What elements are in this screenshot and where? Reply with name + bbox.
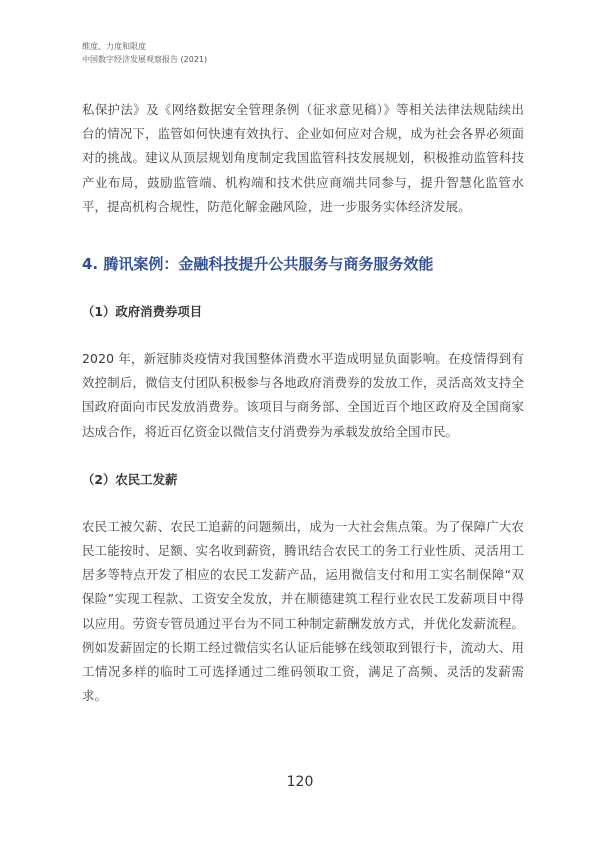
header-line-1: 维度、力度和限度 [82, 42, 146, 51]
subsection-heading-2: （2）农民工发薪 [82, 471, 178, 487]
intro-paragraph: 私保护法》及《网络数据安全管理条例（征求意见稿）》等相关法律法规陆续出台的情况下，监管如何快速有效执行、企业如何应对合规，成为社会各界必须面对的挑战。建议从顶层规划角度制定我国监管科技发展规划，积极推动监管科技产业布局，鼓励监管端、机构端和技术供应商端共同参与，提升智慧化监管水平，提高机构合规性，防范化解金融风险，进一步服务实体经济发展。 [82, 102, 524, 214]
page-content [82, 98, 524, 708]
page-number: 120 [286, 774, 314, 790]
subsection-heading-1: （1）政府消费券项目 [82, 304, 203, 320]
running-header [82, 40, 207, 66]
section-heading: 4. 腾讯案例：金融科技提升公共服务与商务服务效能 [82, 255, 434, 274]
consumption-voucher-paragraph: 2020 年，新冠肺炎疫情对我国整体消费水平造成明显负面影响。在疫情得到有效控制后，微信支付团队积极参与各地政府消费券的发放工作，灵活高效支持全国政府面向市民发放消费券。该项目与商务部、全国近百个地区政府及全国商家达成合作，将近百亿资金以微信支付消费券为承载发放给全国市民。 [82, 351, 524, 439]
migrant-worker-pay-paragraph: 农民工被欠薪、农民工追薪的问题频出，成为一大社会焦点策。为了保障广大农民工能按时、足额、实名收到薪资，腾讯结合农民工的务工行业性质、灵活用工居多等特点开发了相应的农民工发薪产品，运用微信支付和用工实名制保障“双保险”实现工程款、工资安全发放，并在顺德建筑工程行业农民工发薪项目中得以应用。劳资专管员通过平台为不同工种制定薪酬发放方式，并优化发薪流程。例如发薪固定的长期工经过微信实名认证后能够在线领取到银行卡，流动大、用工情况多样的临时工可选择通过二维码领取工资，满足了高频、灵活的发薪需求。 [82, 518, 524, 704]
header-line-2: 中国数字经济发展观察报告 (2021) [82, 55, 208, 64]
